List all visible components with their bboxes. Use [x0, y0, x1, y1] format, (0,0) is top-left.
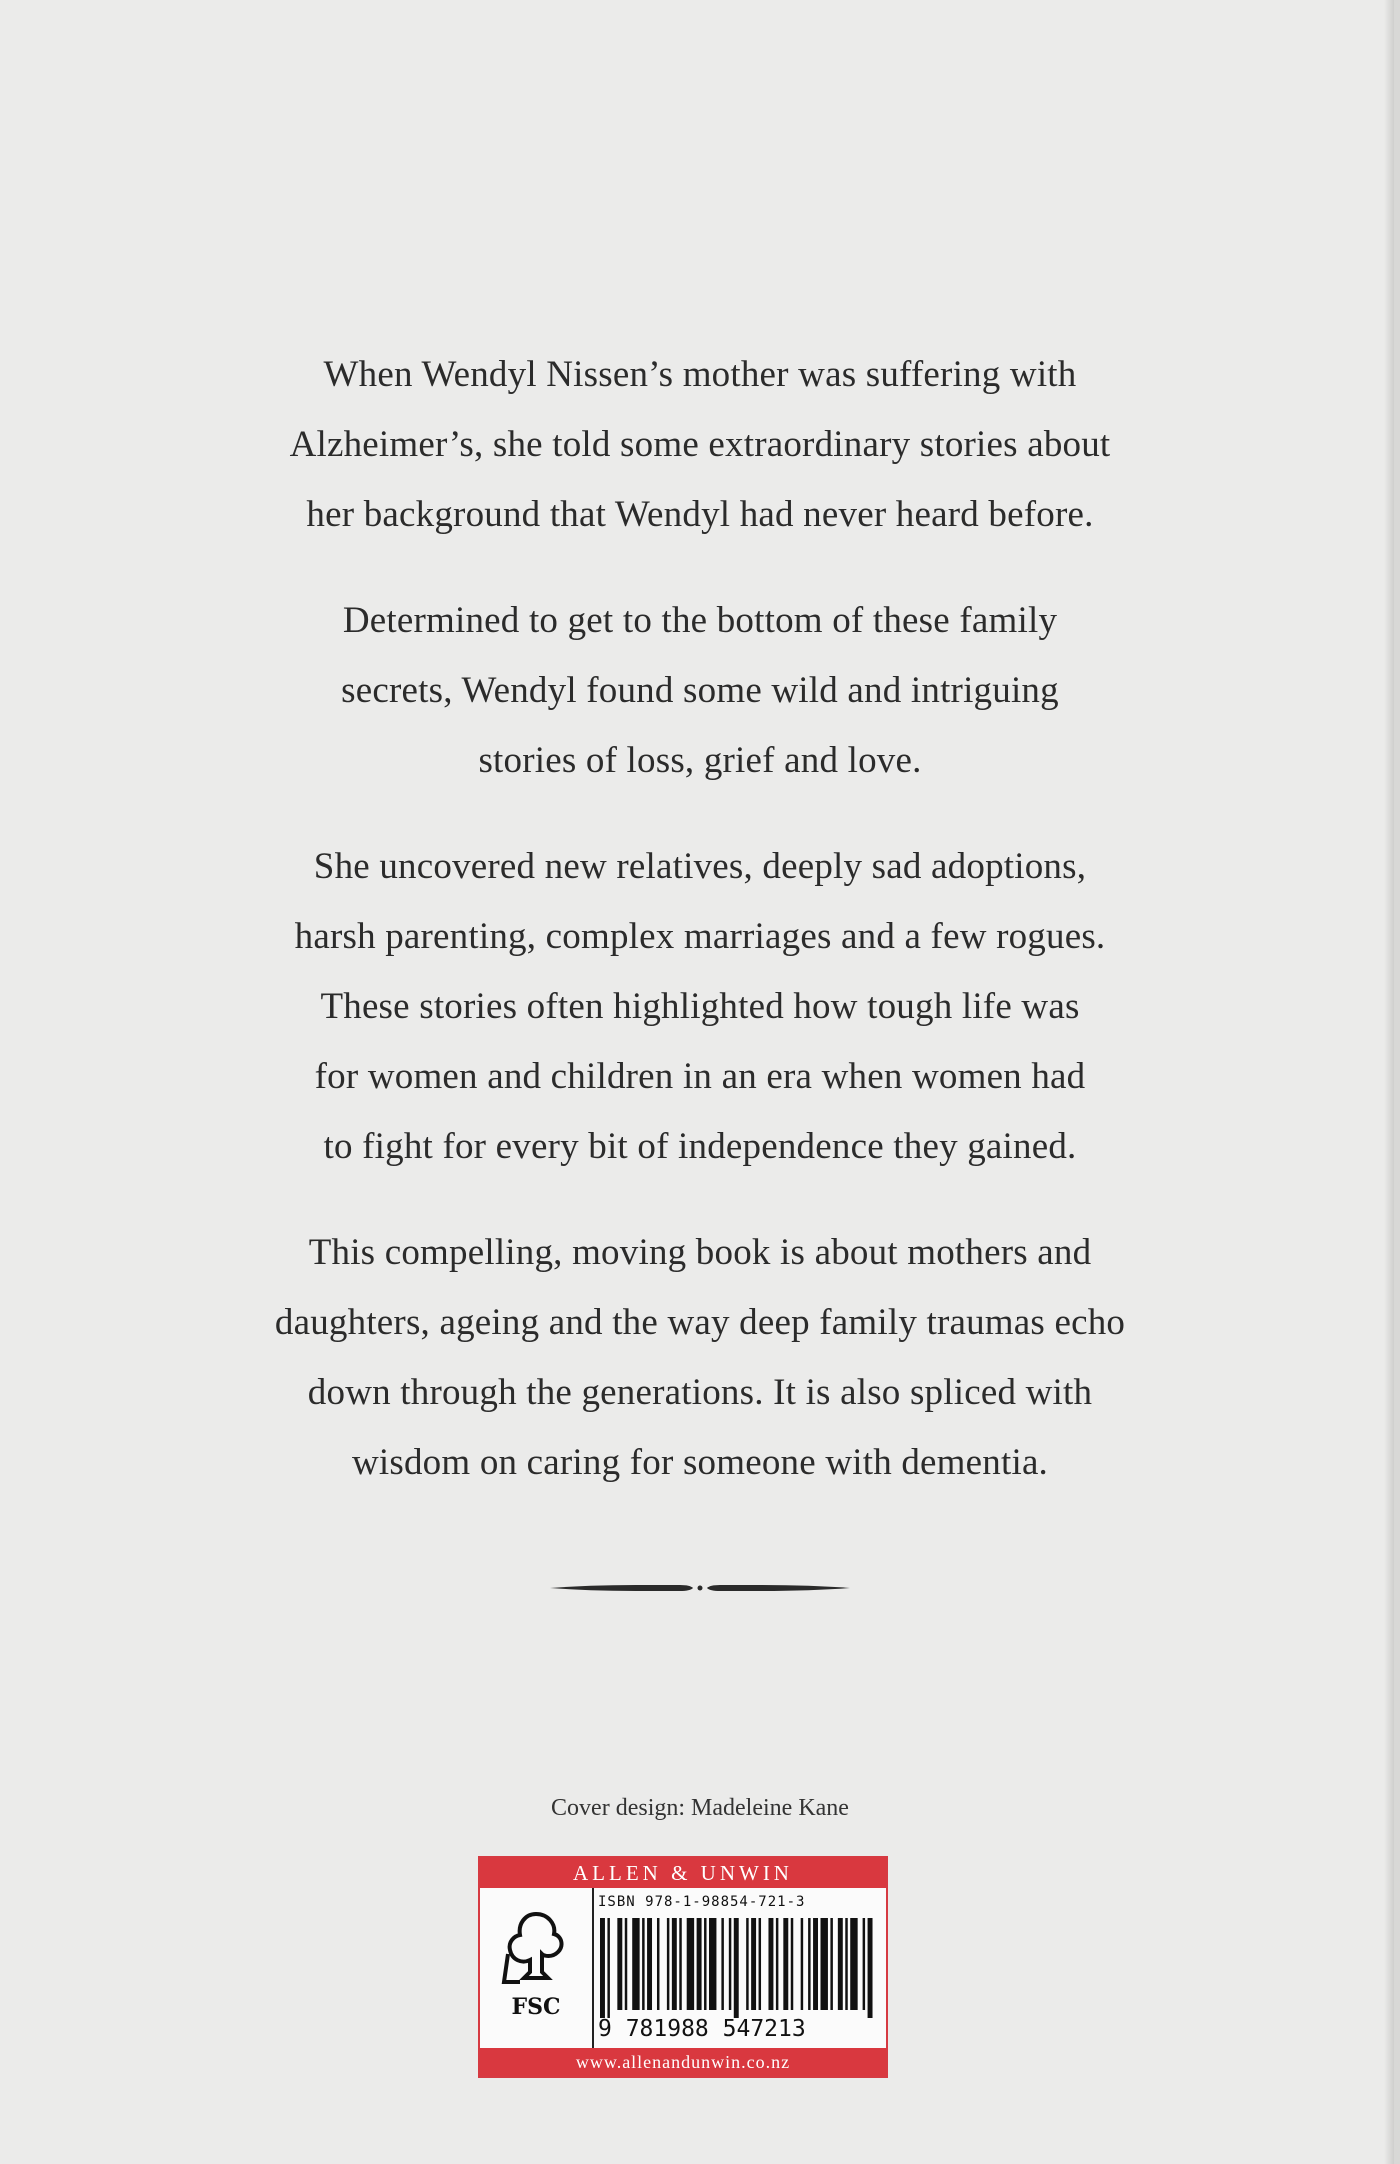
barcode-bar: [791, 1918, 793, 2010]
barcode-bar: [687, 1918, 694, 2010]
barcode-bar: [734, 1918, 739, 2018]
barcode-icon: [600, 1918, 875, 2018]
barcode-bar: [729, 1918, 731, 2010]
barcode-bar: [709, 1918, 716, 2010]
barcode-bar: [632, 1918, 639, 2010]
label-divider: [592, 1888, 594, 2050]
fsc-logo: [490, 1902, 582, 2032]
barcode-bar: [721, 1918, 723, 2010]
barcode-bar: [751, 1918, 756, 2010]
barcode-bar: [808, 1918, 810, 2010]
blurb-line: She uncovered new relatives, deeply sad adoptions,: [313, 846, 1087, 887]
barcode-bar: [776, 1918, 778, 2010]
publisher-name: ALLEN & UNWIN: [480, 1858, 886, 1888]
publisher-url: www.allenandunwin.co.nz: [480, 2048, 886, 2076]
blurb-line: Alzheimer’s, she told some extraordinary stories about: [289, 424, 1111, 465]
cover-design-credit: Cover design: Madeleine Kane: [551, 1795, 849, 1821]
barcode-bar: [667, 1918, 669, 2010]
blurb-line: her background that Wendyl had never heard before.: [306, 494, 1094, 535]
barcode-bar: [672, 1918, 677, 2010]
blurb-paragraph-1: [190, 340, 1210, 550]
fsc-logo-text: FSC: [511, 1994, 561, 2020]
blurb-text: [190, 340, 1210, 1534]
barcode-bar: [768, 1918, 773, 2010]
blurb-line: stories of loss, grief and love.: [478, 740, 922, 781]
barcode-bar: [838, 1918, 843, 2010]
blurb-line: These stories often highlighted how tough life was: [320, 986, 1080, 1027]
barcode-bar: [600, 1918, 605, 2018]
isbn-number: ISBN 978-1-98854-721-3: [598, 1894, 806, 1910]
blurb-line: Determined to get to the bottom of these family: [342, 600, 1058, 641]
blurb-line: This compelling, moving book is about mothers and: [308, 1232, 1092, 1273]
blurb-line: secrets, Wendyl found some wild and intriguing: [341, 670, 1059, 711]
blurb-paragraph-3: [190, 832, 1210, 1182]
barcode-bar: [813, 1918, 818, 2010]
blurb-line: wisdom on caring for someone with dementia.: [351, 1442, 1049, 1483]
barcode-bar: [617, 1918, 622, 2010]
blurb-paragraph-4: [190, 1218, 1210, 1498]
blurb-line: When Wendyl Nissen’s mother was suffering with: [323, 354, 1077, 395]
barcode-bar: [830, 1918, 832, 2010]
barcode-label: [478, 1856, 888, 2078]
blurb-paragraph-2: [190, 586, 1210, 796]
barcode-bar: [821, 1918, 828, 2010]
barcode-bar: [625, 1918, 627, 2010]
barcode-bar: [759, 1918, 761, 2010]
barcode-bar: [801, 1918, 803, 2010]
barcode-digits: 9 781988 547213: [598, 2016, 806, 2042]
barcode-bar: [657, 1918, 659, 2010]
blurb-line: daughters, ageing and the way deep family traumas echo: [274, 1302, 1126, 1343]
ornament-divider-icon: [550, 1576, 850, 1600]
barcode-bar: [647, 1918, 652, 2010]
blurb-line: to fight for every bit of independence they gained.: [323, 1126, 1077, 1167]
barcode-bar: [850, 1918, 857, 2010]
blurb-line: for women and children in an era when women had: [314, 1056, 1086, 1097]
blurb-line: harsh parenting, complex marriages and a few rogues.: [294, 916, 1106, 957]
barcode-bar: [845, 1918, 847, 2010]
barcode-bar: [607, 1918, 609, 2018]
barcode-bar: [863, 1918, 865, 2010]
fsc-tree-icon: [490, 1902, 582, 1994]
barcode-bar: [642, 1918, 644, 2010]
barcode-bar: [679, 1918, 681, 2010]
barcode-bar: [746, 1918, 748, 2010]
barcode-bar: [783, 1918, 788, 2010]
barcode-bar: [697, 1918, 702, 2010]
barcode-bar: [868, 1918, 873, 2018]
blurb-line: down through the generations. It is also spliced with: [307, 1372, 1093, 1413]
barcode-bar: [704, 1918, 706, 2010]
